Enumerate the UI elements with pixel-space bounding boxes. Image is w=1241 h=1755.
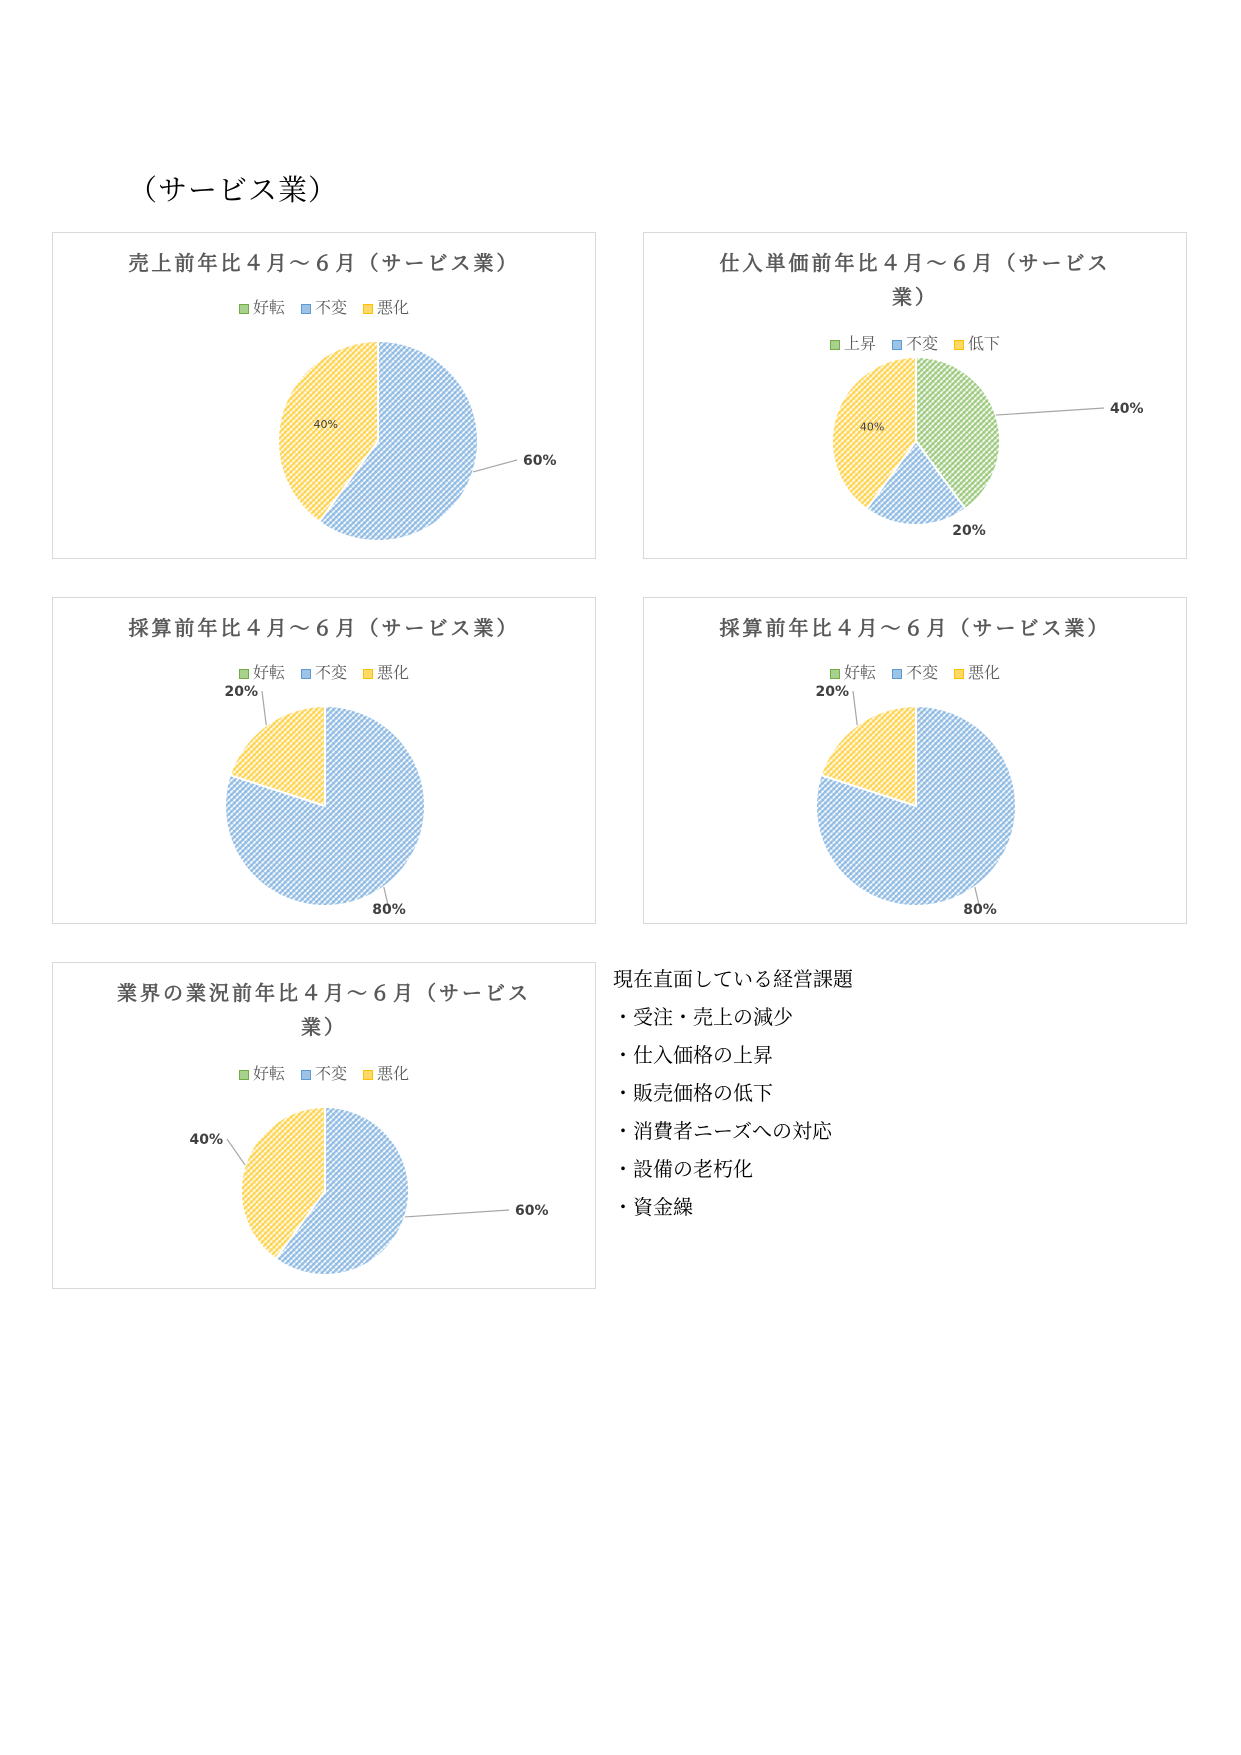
- chart-title-line: 売上前年比４月～６月（サービス業）: [128, 251, 520, 275]
- legend-label: 不変: [314, 298, 347, 317]
- pie-chart: [643, 232, 1187, 559]
- slice-data-label: 20%: [224, 684, 258, 700]
- legend-label: 悪化: [377, 1064, 410, 1083]
- pie-svg: [53, 598, 597, 925]
- legend-label: 悪化: [968, 663, 1001, 682]
- pie-svg: [644, 598, 1188, 925]
- legend-label: 不変: [314, 663, 347, 682]
- legend-label: 不変: [314, 1064, 347, 1083]
- slice-data-label: 80%: [963, 902, 997, 918]
- chart-title-line: 採算前年比４月～６月（サービス業）: [128, 616, 520, 640]
- legend-label: 好転: [843, 663, 876, 682]
- slice-data-label: 40%: [859, 420, 885, 434]
- leader-line: [262, 691, 266, 725]
- leader-line: [227, 1139, 245, 1165]
- chart-title-line: 採算前年比４月～６月（サービス業）: [719, 616, 1111, 640]
- slice-data-label: 40%: [1110, 401, 1144, 417]
- chart-title-line: 仕入単価前年比４月～６月（サービス: [719, 251, 1111, 275]
- pie-svg: [53, 963, 597, 1290]
- pie-svg: [53, 233, 597, 560]
- slice-data-label: 20%: [815, 684, 849, 700]
- issue-item: ・仕入価格の上昇: [613, 1043, 773, 1067]
- legend-label: 好転: [252, 298, 285, 317]
- legend-label: 好転: [252, 663, 285, 682]
- issue-item: ・受注・売上の減少: [613, 1005, 793, 1029]
- slice-data-label: 80%: [372, 902, 406, 918]
- leader-line: [853, 691, 857, 725]
- pie-chart: [52, 232, 596, 559]
- chart-title-line: 業）: [301, 1015, 347, 1039]
- issue-item: ・販売価格の低下: [613, 1081, 773, 1105]
- legend-label: 低下: [968, 334, 1001, 353]
- management-issues: [613, 960, 853, 1226]
- legend-label: 好転: [252, 1064, 285, 1083]
- leader-line: [996, 408, 1104, 415]
- leader-line: [405, 1210, 509, 1217]
- slice-data-label: 60%: [523, 453, 557, 469]
- chart-title-line: 業界の業況前年比４月～６月（サービス: [117, 981, 531, 1005]
- leader-line: [473, 460, 517, 472]
- pie-chart: [52, 962, 596, 1289]
- legend-label: 悪化: [377, 298, 410, 317]
- chart-title-line: 業）: [892, 285, 938, 309]
- legend-label: 不変: [905, 663, 938, 682]
- pie-chart: [643, 597, 1187, 924]
- slice-data-label: 20%: [952, 523, 986, 539]
- issue-item: ・消費者ニーズへの対応: [613, 1119, 832, 1143]
- slice-data-label: 40%: [189, 1132, 223, 1148]
- issue-item: ・設備の老朽化: [613, 1157, 753, 1181]
- legend-label: 不変: [905, 334, 938, 353]
- issue-item: ・資金繰: [613, 1195, 693, 1219]
- slice-data-label: 40%: [313, 418, 338, 432]
- slice-data-label: 60%: [515, 1203, 549, 1219]
- pie-chart: [52, 597, 596, 924]
- section-title: （サービス業）: [128, 173, 339, 207]
- legend-label: 上昇: [843, 334, 876, 353]
- pie-svg: [644, 233, 1188, 560]
- issues-heading: 現在直面している経営課題: [613, 967, 853, 991]
- legend-label: 悪化: [377, 663, 410, 682]
